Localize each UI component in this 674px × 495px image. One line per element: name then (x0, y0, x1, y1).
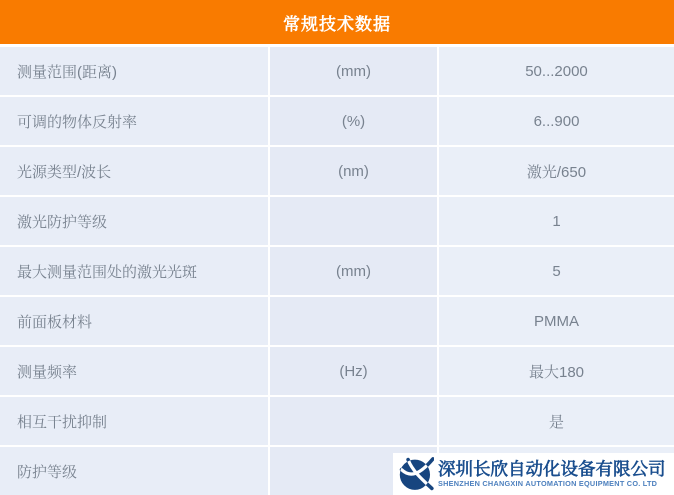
spec-label: 防护等级 (0, 447, 268, 495)
table-title: 常规技术数据 (283, 14, 391, 34)
company-name-en: SHENZHEN CHANGXIN AUTOMATION EQUIPMENT CO. LTD (438, 478, 658, 488)
spec-value: 50...2000 (439, 47, 674, 95)
spec-value: 最大180 (439, 347, 674, 395)
spec-unit: (mm) (270, 47, 437, 95)
spec-unit (270, 297, 437, 345)
spec-unit (270, 197, 437, 245)
table-title-bar (0, 0, 674, 44)
company-logo-icon (398, 456, 434, 492)
company-name-cn: 深圳长欣自动化设备有限公司 (438, 459, 666, 480)
company-logo (393, 453, 674, 495)
spec-label: 最大测量范围处的激光光斑 (0, 247, 268, 295)
spec-table (0, 47, 674, 495)
spec-label: 相互干扰抑制 (0, 397, 268, 445)
spec-label: 测量范围(距离) (0, 47, 268, 95)
spec-label: 前面板材料 (0, 297, 268, 345)
spec-unit: (mm) (270, 247, 437, 295)
spec-label: 测量频率 (0, 347, 268, 395)
spec-label: 光源类型/波长 (0, 147, 268, 195)
spec-unit (270, 397, 437, 445)
spec-label: 激光防护等级 (0, 197, 268, 245)
spec-value: PMMA (439, 297, 674, 345)
spec-unit: (nm) (270, 147, 437, 195)
spec-value: 5 (439, 247, 674, 295)
spec-label: 可调的物体反射率 (0, 97, 268, 145)
spec-value: 6...900 (439, 97, 674, 145)
spec-unit: (Hz) (270, 347, 437, 395)
company-name-block (438, 460, 666, 487)
spec-value: 是 (439, 397, 674, 445)
spec-value: 激光/650 (439, 147, 674, 195)
spec-value: 1 (439, 197, 674, 245)
spec-unit: (%) (270, 97, 437, 145)
